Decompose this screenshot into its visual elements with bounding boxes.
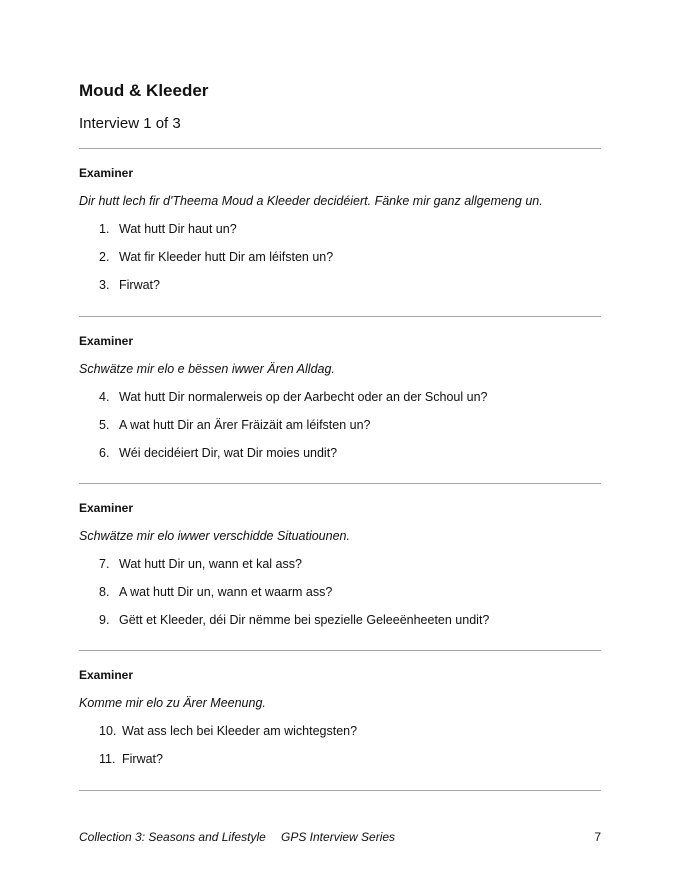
page-number: 7: [594, 830, 601, 844]
question-item: [79, 556, 601, 572]
footer-collection-title: Collection 3: Seasons and Lifestyle: [79, 830, 266, 844]
speaker-label: Examiner: [79, 334, 134, 348]
section-divider: [79, 148, 601, 149]
question-number: 4.: [99, 390, 110, 404]
question-item: [79, 584, 601, 600]
interview-section-2: [79, 333, 601, 461]
question-text: Firwat?: [122, 752, 163, 766]
speaker-label: Examiner: [79, 501, 134, 515]
page-footer: [79, 829, 601, 845]
examiner-instruction: Dir hutt lech fir d'Theema Moud a Kleeder decidéiert. Fänke mir ganz allgemeng un.: [79, 194, 543, 208]
examiner-instruction: Schwätze mir elo e bëssen iwwer Ären Alldag.: [79, 362, 335, 376]
question-number: 8.: [99, 585, 110, 599]
question-text: Wat ass lech bei Kleeder am wichtegsten?: [122, 724, 358, 738]
question-item: [79, 249, 601, 265]
question-text: Wéi decidéiert Dir, wat Dir moies undit?: [119, 446, 338, 460]
question-list: [79, 221, 601, 293]
question-number: 5.: [99, 418, 110, 432]
question-item: [79, 417, 601, 433]
question-list: [79, 556, 601, 628]
question-text: Wat fir Kleeder hutt Dir am léifsten un?: [119, 250, 334, 264]
question-number: 6.: [99, 446, 110, 460]
question-text: A wat hutt Dir an Ärer Fräizäit am léifsten un?: [119, 418, 371, 432]
question-number: 11.: [99, 752, 116, 766]
question-item: [79, 445, 601, 461]
interview-subtitle: Interview 1 of 3: [79, 115, 181, 132]
question-text: Gëtt et Kleeder, déi Dir nëmme bei spezielle Geleeënheeten undit?: [119, 613, 490, 627]
question-number: 3.: [99, 278, 110, 292]
question-list: [79, 723, 601, 767]
question-list: [79, 389, 601, 461]
section-divider: [79, 316, 601, 317]
question-item: [79, 723, 601, 739]
question-item: [79, 221, 601, 237]
speaker-label: Examiner: [79, 668, 134, 682]
question-text: Wat hutt Dir un, wann et kal ass?: [119, 557, 302, 571]
page-title: Moud & Kleeder: [79, 81, 209, 100]
footer-series-title: GPS Interview Series: [281, 830, 396, 844]
section-divider: [79, 483, 601, 484]
question-text: Wat hutt Dir normalerweis op der Aarbecht oder an der Schoul un?: [119, 390, 488, 404]
question-number: 10.: [99, 724, 117, 738]
question-number: 1.: [99, 222, 110, 236]
examiner-instruction: Schwätze mir elo iwwer verschidde Situatiounen.: [79, 529, 350, 543]
question-item: [79, 389, 601, 405]
question-item: [79, 612, 601, 628]
question-number: 9.: [99, 613, 110, 627]
question-item: [79, 751, 601, 767]
question-text: A wat hutt Dir un, wann et waarm ass?: [119, 585, 333, 599]
question-item: [79, 277, 601, 293]
question-text: Wat hutt Dir haut un?: [119, 222, 237, 236]
question-number: 2.: [99, 250, 110, 264]
section-divider: [79, 790, 601, 791]
speaker-label: Examiner: [79, 166, 134, 180]
question-text: Firwat?: [119, 278, 160, 292]
examiner-instruction: Komme mir elo zu Ärer Meenung.: [79, 696, 266, 710]
interview-section-1: [79, 165, 601, 293]
interview-section-3: [79, 500, 601, 628]
question-number: 7.: [99, 557, 110, 571]
interview-section-4: [79, 667, 601, 767]
section-divider: [79, 650, 601, 651]
